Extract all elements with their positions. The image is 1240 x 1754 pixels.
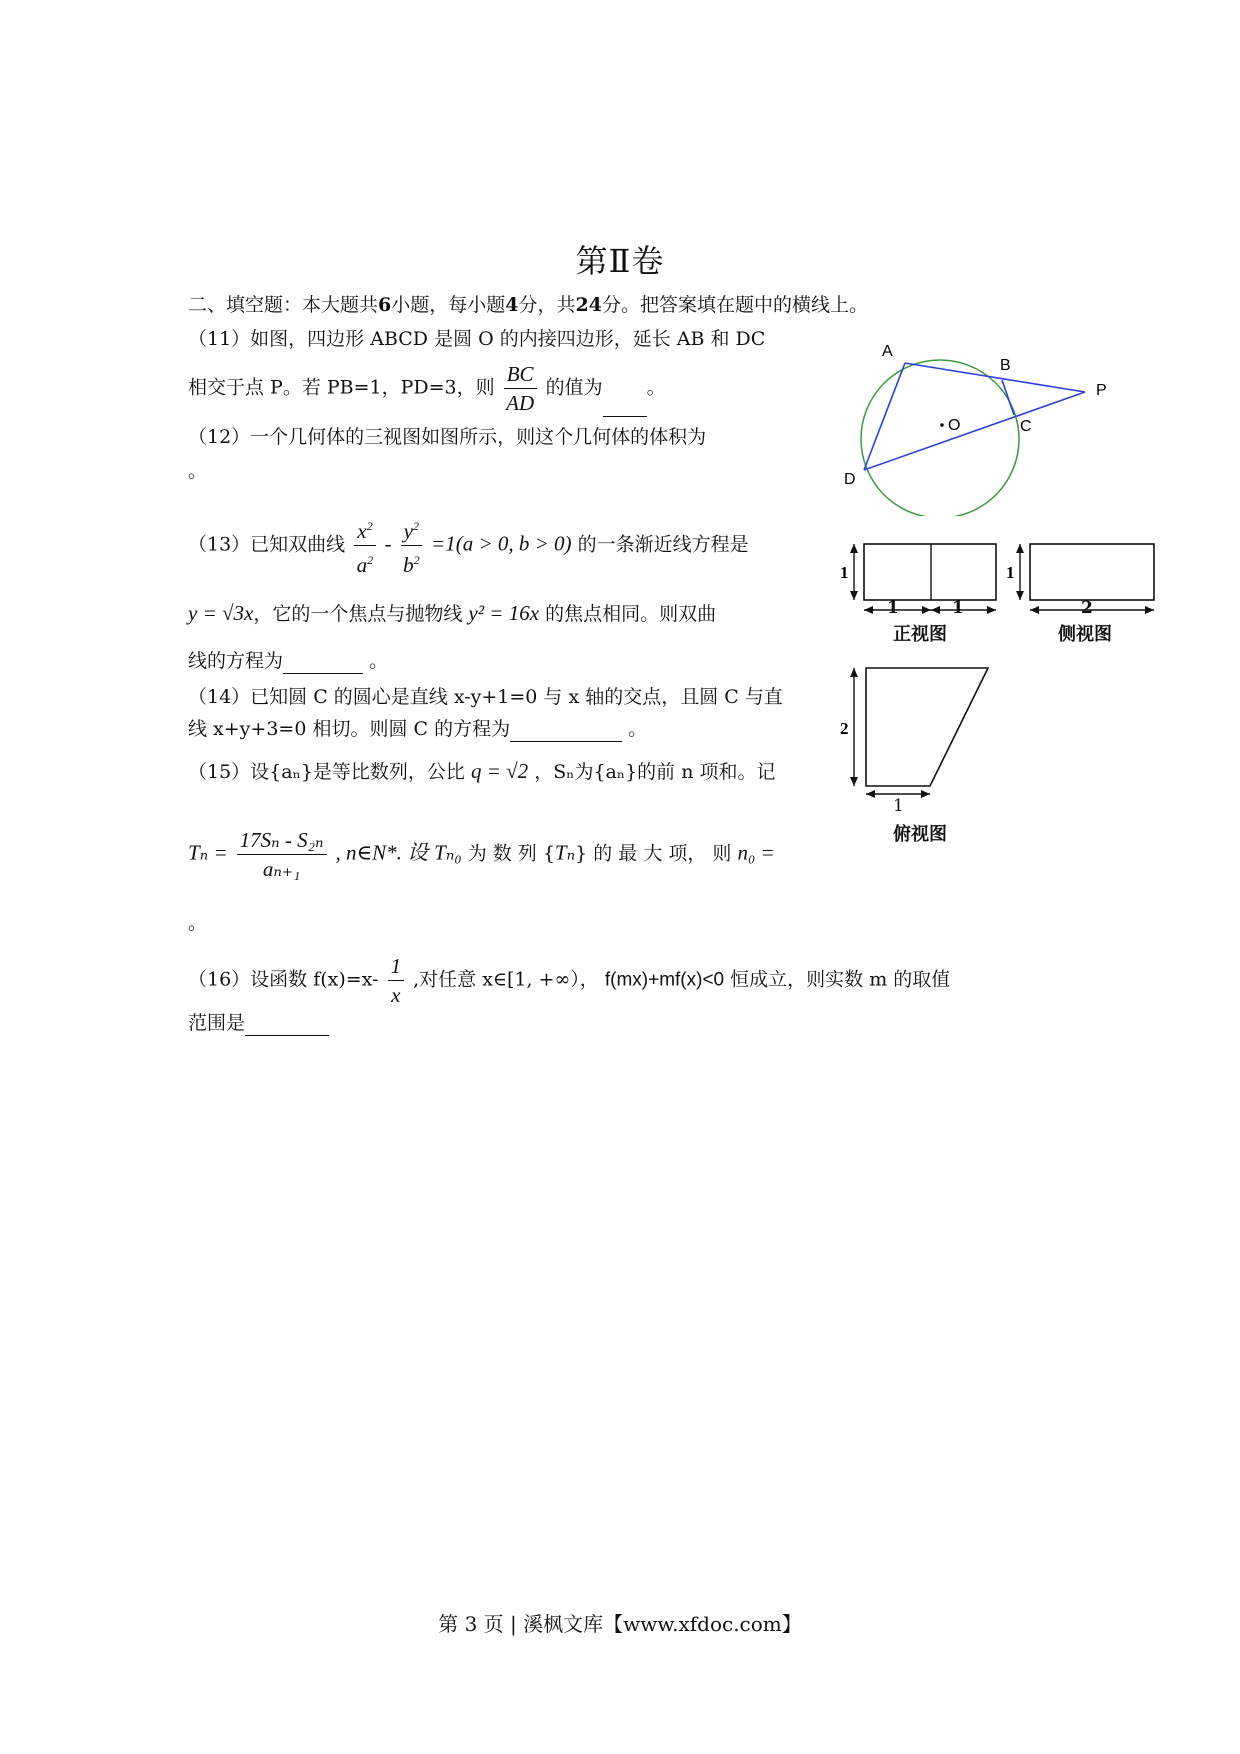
q14-line2: 线 x+y+3=0 相切。则圆 C 的方程为 。 [188, 718, 648, 740]
q12-line2: 。 [188, 460, 208, 482]
front-height-label: 1 [840, 563, 849, 582]
section-header: 二、填空题：本大题共6小题，每小题4分，共24分。把答案填在题中的横线上。 [188, 294, 868, 316]
q16-answer-blank [245, 1035, 329, 1036]
q15-line3: 。 [188, 912, 208, 934]
label-p: P [1096, 382, 1107, 399]
top-view-caption: 俯视图 [893, 824, 947, 845]
circle-figure [840, 336, 1140, 516]
page-footer: 第 3 页 | 溪枫文库【www.xfdoc.com】 [438, 1612, 802, 1636]
q11-line1: （11）如图，四边形 ABCD 是圆 O 的内接四边形，延长 AB 和 DC [188, 328, 766, 350]
page-title: 第Ⅱ卷 [575, 242, 665, 280]
q16-line1: （16）设函数 f(x)=x- $\frac{1}{x}$ ,对任意 x∈[1, +∞）， f(mx)+mf(x)<0 恒成立，则实数 m 的取值 [188, 954, 951, 1007]
label-a: A [882, 343, 893, 360]
q11-answer-blank [603, 416, 647, 417]
circle-o [861, 360, 1019, 516]
side-view-caption: 侧视图 [1058, 624, 1112, 645]
label-d: D [844, 471, 856, 488]
q12-line1: （12）一个几何体的三视图如图所示，则这个几何体的体积为 [188, 426, 707, 448]
q13-line1: （13）已知双曲线 $\frac{x^2}{a^2}$ - $\frac{y^2}{b^2}$ =1(a > 0, b > 0) 的一条渐近线方程是 [188, 512, 749, 579]
side-height-label: 1 [1006, 563, 1015, 582]
q14-line1: （14）已知圆 C 的圆心是直线 x-y+1=0 与 x 轴的交点，且圆 C 与直 [188, 686, 783, 708]
q13-line2: y = √3x，它的一个焦点与抛物线 y² = 16x 的焦点相同。则双曲 [188, 601, 717, 625]
top-height-label: 2 [840, 719, 849, 738]
segment-bc [1002, 380, 1014, 415]
q14-answer-blank [510, 741, 622, 742]
label-c: C [1020, 418, 1032, 435]
front-view [840, 538, 1010, 618]
q11-fraction: $\frac{BC}{AD}$ [504, 360, 537, 417]
front-width-label-2: 1 [952, 598, 964, 618]
q15-line1: （15）设{aₙ}是等比数列，公比 q = √2 ，Sₙ为{aₙ}的前 n 项和。记 [188, 759, 776, 783]
q13-line3: 线的方程为 。 [188, 650, 389, 672]
label-b: B [1000, 357, 1011, 374]
top-width-label: 1 [893, 796, 904, 816]
q15-fraction: $\frac{\text{17Sₙ - S₂ₙ}}{\text{aₙ₊₁}}$ [237, 826, 327, 883]
segment-ap [905, 363, 1085, 392]
q13-answer-blank [283, 673, 363, 674]
front-width-label-1: 1 [887, 598, 899, 618]
q15-line2: Tₙ = $\frac{\text{17Sₙ - S₂ₙ}}{\text{aₙ₊₁}}$ , n∈N*. 设 Tₙ₀ 为 数 列 {Tₙ} 的 最 大 项， 则 n₀ = [188, 828, 775, 881]
segment-dp [864, 392, 1085, 470]
top-view [840, 662, 1010, 812]
q16-line2: 范围是 [188, 1010, 329, 1036]
center-dot [940, 423, 944, 427]
side-width-label: 2 [1081, 598, 1093, 618]
q11-line2: 相交于点 P。若 PB=1，PD=3，则 $\frac{BC}{AD}$ 的值为 。 [188, 362, 666, 415]
segment-ad [864, 363, 905, 470]
front-view-caption: 正视图 [893, 624, 947, 645]
label-o: O [948, 417, 961, 434]
